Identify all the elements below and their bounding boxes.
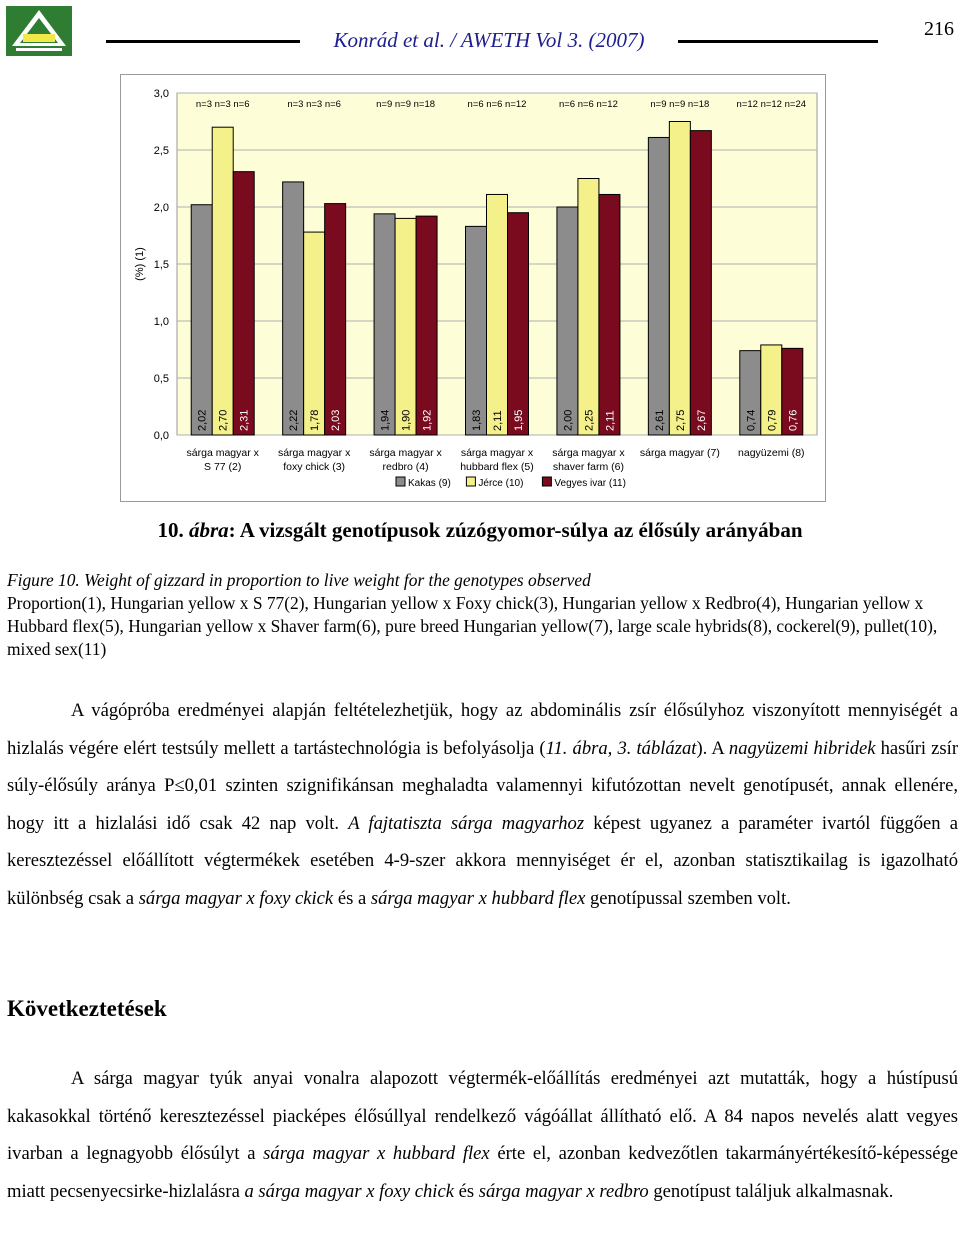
italic-run: nagyüzemi hibridek [728,737,876,759]
bar-chart-svg [121,75,827,503]
x-category-label: redbro (4) [382,461,429,473]
bar [508,213,529,435]
y-tick-label: 0,0 [153,430,169,442]
text-run: képest ugyanez a paraméter ivartól függően a keresztezéssel előállított végtermékek esetében 4-9-szer akkora mennyiséget ér el, azonban statisztikailag is igazolható különbség csak a [7,812,958,909]
x-category-label: hubbard flex (5) [460,461,534,473]
text-run: A sárga magyar tyúk anyai vonalra alapozott végtermék-előállítás eredményei azt mutatták, hogy a hústípusú kakasokkal történő keresztezéssel piacképes élősúllyal rendelkező vágóállat állítható elő. A 84 napos nevelés alatt vegyes ivarban a legnagyobb élősúlyt a [7,1068,958,1164]
x-category-label: foxy chick (3) [283,461,346,473]
sample-size-label: n=6 n=6 n=12 [467,99,527,110]
bar-value-label: 2,22 [288,409,301,431]
bar [416,216,437,435]
y-axis-label: (%) (1) [134,247,146,281]
caption-en-title: Figure 10. Weight of gizzard in proportion to live weight for the genotypes observed [7,570,591,590]
bar [578,179,599,436]
caption-en-body: Proportion(1), Hungarian yellow x S 77(2), Hungarian yellow x Foxy chick(3), Hungarian yellow x Redbro(4), Hungarian yellow x Hubbard flex(5), Hungarian yellow x Shaver farm(6), pure breed Hungarian yellow(7), large scale hybrids(8), cockerel(9), pullet(10), mixed sex(11) [7,593,938,659]
bar [648,137,669,435]
legend-entry: Jérce (10) [478,478,524,489]
text-run: érte el, azonban kedvezőtlen takarmányértékesítő-képessége miatt pecsenyecsirke-hizlalásra [7,1143,958,1202]
sample-size-label: n=3 n=3 n=6 [195,99,250,110]
legend-swatch [396,477,405,486]
bar-value-label: 0,79 [766,409,779,431]
x-category-label: sárga magyar x [460,447,534,459]
caption-number: 10. [157,518,189,542]
text-run: genotípussal szemben volt. [585,887,791,909]
x-category-label: sárga magyar x [186,447,259,459]
bar-value-label: 2,11 [492,410,504,431]
x-category-label: sárga magyar x [369,447,442,459]
bar-value-label: 2,00 [562,409,575,431]
bar-value-label: 2,31 [238,409,251,431]
bar [325,204,346,435]
bar-value-label: 2,67 [695,409,708,431]
bar-value-label: 1,78 [309,409,322,431]
x-category-label: sárga magyar x [277,447,351,459]
bar [690,131,711,435]
sample-size-label: n=9 n=9 n=18 [376,99,436,110]
x-category-label: sárga magyar (7) [639,447,720,459]
bar [487,194,508,435]
figure-caption-english [7,569,957,661]
bar [304,232,325,435]
bar-value-label: 1,95 [513,409,525,431]
bar-value-label: 0,74 [745,409,758,431]
bar [283,182,304,435]
legend-swatch [542,477,551,486]
bar-value-label: 1,83 [471,409,483,431]
y-tick-label: 1,5 [153,259,169,271]
bar-value-label: 1,90 [400,409,413,431]
bar [212,127,233,435]
sample-size-label: n=3 n=3 n=6 [287,99,341,110]
bar-value-label: 2,61 [653,409,666,431]
body-paragraph-1 [7,692,958,917]
y-tick-label: 2,5 [153,145,169,157]
legend-entry: Vegyes ivar (11) [554,478,626,489]
page-number: 216 [924,18,954,40]
bar [191,205,212,435]
text-run: hasűri zsír súly-élősúly aránya P≤0,01 szinten szignifikánsan meghaladta valamennyi kifutózottan nevelt genotípusét, annak ellenére, hogy itt a hizlalási idő csak 42 nap volt. [7,737,959,834]
running-header-title: Konrád et al. / AWETH Vol 3. (2007) [333,28,645,52]
x-category-label: nagyüzemi (8) [738,447,805,459]
y-tick-label: 1,0 [153,316,169,328]
bar-value-label: 2,11 [604,410,617,431]
bar-value-label: 2,70 [217,409,230,431]
bar-value-label: 1,94 [379,409,392,431]
header-rule-right [678,40,878,43]
x-category-label: sárga magyar x [552,447,625,459]
caption-abra: ábra [188,518,229,542]
bar-value-label: 2,75 [674,409,687,431]
text-run: és [453,1180,479,1202]
italic-run: sárga magyar x hubbard flex [263,1143,490,1164]
legend-swatch [466,477,475,486]
y-tick-label: 3,0 [153,88,169,100]
legend-entry: Kakas (9) [408,478,451,489]
bar [599,194,620,435]
x-category-label: S 77 (2) [204,461,242,473]
body-paragraph-2 [7,1060,958,1210]
y-tick-label: 2,0 [153,202,169,214]
bar [374,214,395,435]
text-run: és a [333,887,371,909]
sample-size-label: n=6 n=6 n=12 [558,99,618,110]
italic-run: sárga magyar x redbro [478,1180,649,1202]
figure-caption-hungarian [0,518,960,543]
bar-value-label: 2,03 [330,409,343,431]
bar-value-label: 1,92 [421,409,434,431]
bar-value-label: 2,02 [196,409,209,431]
header-rule-left [106,40,300,43]
italic-run: sárga magyar x hubbard flex [370,887,586,909]
bar [466,226,487,435]
italic-run: a sárga magyar x foxy chick [244,1180,454,1202]
bar [395,218,416,435]
journal-logo-icon [6,6,72,56]
bar [233,172,254,435]
italic-run: 11. ábra, 3. táblázat [545,737,697,759]
bar-value-label: 0,76 [787,409,800,431]
sample-size-label: n=12 n=12 n=24 [736,99,807,110]
caption-text: : A vizsgált genotípusok zúzógyomor-súlya az élősúly arányában [228,518,803,542]
y-tick-label: 0,5 [153,373,169,385]
bar [557,207,578,435]
text-run: ). A [696,737,729,759]
bar [669,122,690,436]
text-run: genotípust találjuk alkalmasnak. [648,1180,894,1202]
bar-value-label: 2,25 [583,409,596,431]
bar-chart [120,74,826,502]
italic-run: sárga magyar x foxy ckick [138,887,334,909]
italic-run: A fajtatiszta sárga magyarhoz [348,812,585,834]
x-category-label: shaver farm (6) [552,461,625,473]
section-heading: Következtetések [7,996,167,1021]
text-run: A vágópróba eredményei alapján feltételezhetjük, hogy az abdominális zsír élősúlyhoz viszonyított mennyiségét a hizlalás végére elért testsúly mellett a tartástechnológia is befolyásolja ( [7,700,958,759]
sample-size-label: n=9 n=9 n=18 [650,99,710,110]
